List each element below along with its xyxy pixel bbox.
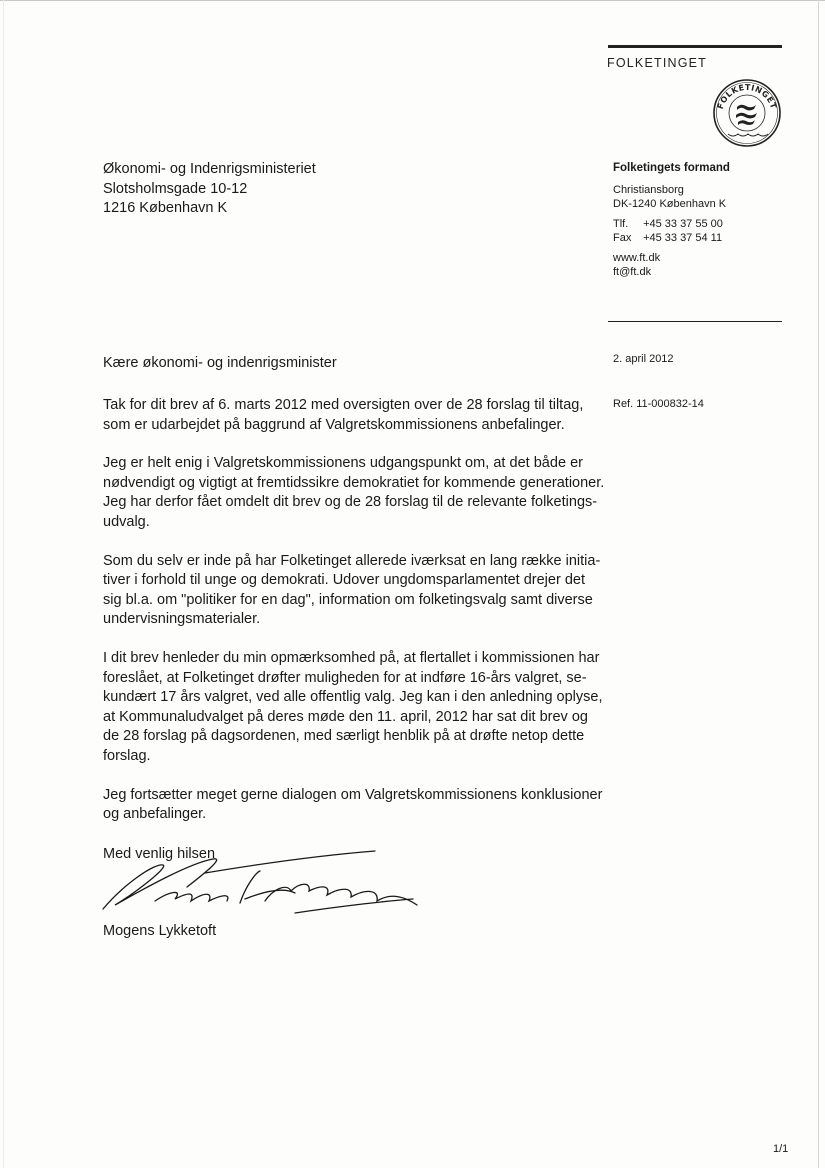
text-line: Jeg har derfor fået omdelt dit brev og de 28 forslag til de relevante folketings-	[103, 494, 598, 511]
page-edge-right	[818, 0, 819, 1168]
email-link[interactable]: ft@ft.dk	[613, 266, 652, 278]
text-line: I dit brev henleder du min opmærksomhed på, at flertallet i kommissionen har	[103, 649, 600, 666]
salutation: Kære økonomi- og indenrigsminister	[103, 355, 337, 371]
closing: Med venlig hilsen	[103, 846, 216, 862]
text-line: Tak for dit brev af 6. marts 2012 med oversigten over de 28 forslag til tiltag,	[103, 397, 584, 413]
text-line: Jeg fortsætter meget gerne dialogen om Valgretskommissionens konklusioner	[103, 786, 603, 803]
page-edge-left	[3, 0, 4, 1168]
phone-number: +45 33 37 55 00	[643, 218, 723, 230]
sender-block	[613, 161, 730, 279]
recipient-line: Slotsholmsgade 10-12	[103, 180, 248, 197]
paragraph	[103, 649, 603, 767]
phone-row	[613, 217, 730, 231]
sender-address-2: DK-1240 København K	[613, 198, 727, 210]
text-line: undervisningsmaterialer.	[103, 611, 261, 628]
text-line: kundært 17 års valgret, ved alle offentlig valg. Jeg kan i den anledning oplyse,	[103, 689, 603, 706]
signature	[95, 843, 435, 923]
svg-text:FOLKETINGET	[716, 83, 778, 110]
website-link[interactable]: www.ft.dk	[613, 252, 661, 264]
text-line: Jeg er helt enig i Valgretskommissionens udgangspunkt om, at det både er	[103, 455, 583, 472]
sender-rule	[608, 321, 782, 322]
paragraph	[103, 786, 603, 825]
page-edge-top	[0, 0, 825, 7]
paragraph	[103, 454, 605, 532]
reference-number: Ref. 11-000832-14	[613, 398, 704, 410]
text-line: udvalg.	[103, 513, 150, 530]
letter-date: 2. april 2012	[613, 353, 674, 365]
text-line: nødvendigt og vigtigt at fremtidssikre demokratiet for kommende generationer.	[103, 474, 605, 491]
page-number: 1/1	[773, 1143, 789, 1155]
recipient-line: Økonomi- og Indenrigsministeriet	[103, 161, 316, 177]
folketinget-seal-icon	[712, 78, 782, 148]
text-line: Som du selv er inde på har Folketinget allerede iværksat en lang række initia-	[103, 552, 601, 569]
recipient-address	[103, 160, 316, 219]
sender-address-1: Christiansborg	[613, 184, 684, 196]
sender-title: Folketingets formand	[613, 162, 730, 174]
org-name: FOLKETINGET	[607, 56, 708, 70]
fax-row	[613, 231, 730, 245]
text-line: foreslået, at Folketinget drøfter muligheden for at indføre 16-års valgret, se-	[103, 669, 587, 686]
text-line: sig bl.a. om "politiker for en dag", information om folketingsvalg samt diverse	[103, 591, 593, 608]
signer-name: Mogens Lykketoft	[103, 923, 217, 939]
text-line: at Kommunaludvalget på deres møde den 11. april, 2012 har sat dit brev og	[103, 708, 588, 725]
paragraph	[103, 396, 583, 435]
text-line: forslag.	[103, 747, 151, 764]
seal-text: FOLKETINGET	[715, 82, 779, 111]
fax-number: +45 33 37 54 11	[643, 232, 723, 244]
text-line: tiver i forhold til unge og demokrati. Udover ungdomsparlamentet drejer det	[103, 572, 585, 589]
text-line: de 28 forslag på dagsordenen, med særligt henblik på at drøfte netop dette	[103, 728, 585, 745]
phone-label: Tlf.	[613, 218, 629, 230]
letter-body	[103, 396, 605, 844]
recipient-line: 1216 København K	[103, 200, 228, 216]
paragraph	[103, 552, 601, 630]
fax-label: Fax	[613, 232, 632, 244]
text-line: og anbefalinger.	[103, 806, 207, 823]
header-rule	[608, 45, 782, 48]
text-line: som er udarbejdet på baggrund af Valgretskommissionens anbefalinger.	[103, 416, 565, 433]
